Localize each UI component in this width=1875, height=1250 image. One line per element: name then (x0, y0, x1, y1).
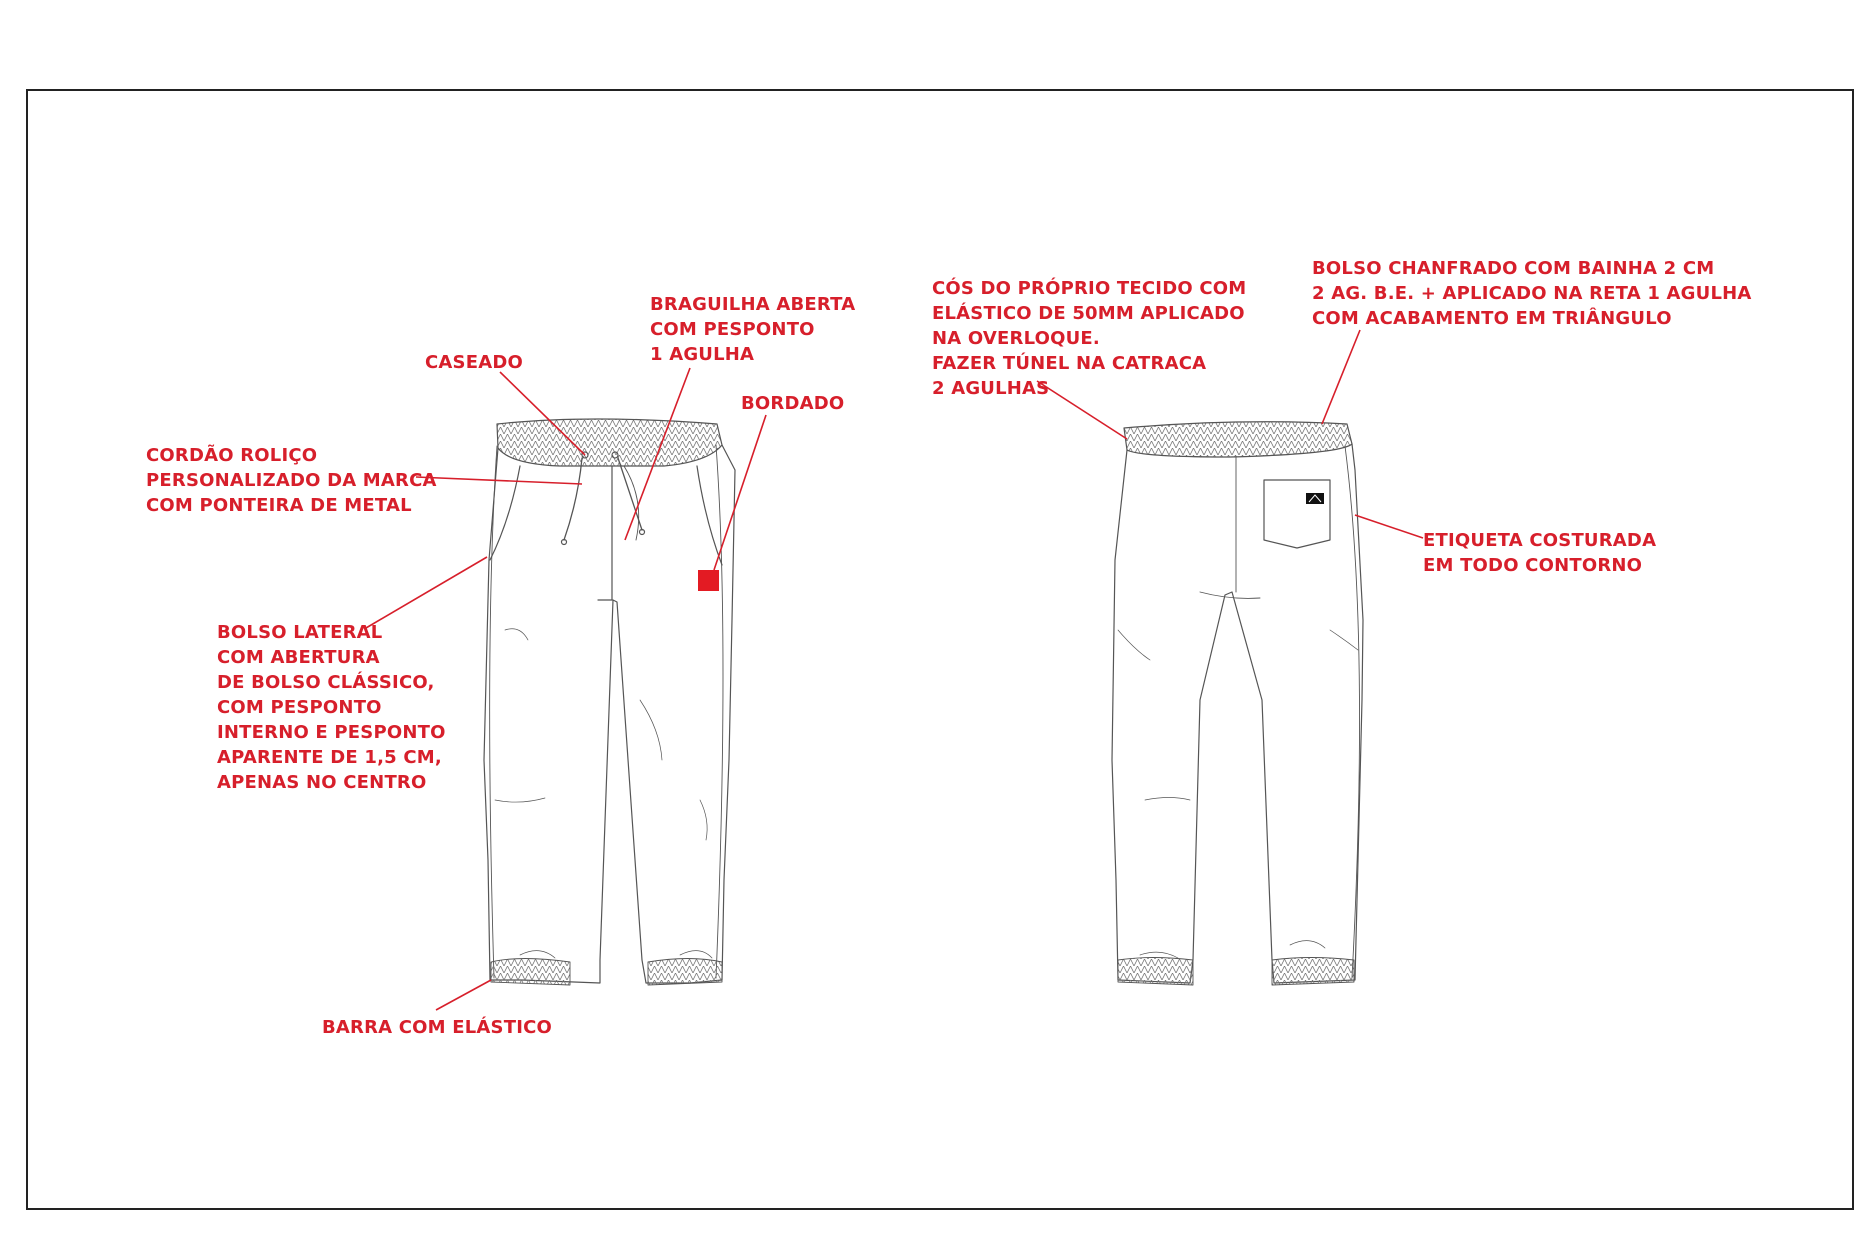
annotation-line: APENAS NO CENTRO (217, 772, 427, 793)
annotation-line: BARRA COM ELÁSTICO (322, 1017, 553, 1038)
annotation-line: PERSONALIZADO DA MARCA (146, 470, 437, 491)
leader-bolso-chanfrado (1322, 330, 1360, 424)
front-fly-stitch (598, 466, 612, 600)
leader-cordao (416, 477, 582, 484)
annotation-line: 2 AG. B.E. + APLICADO NA RETA 1 AGULHA (1312, 283, 1752, 304)
annotation-line: APARENTE DE 1,5 CM, (217, 747, 442, 768)
annotation-line: COM PONTEIRA DE METAL (146, 495, 412, 516)
leader-etiqueta (1355, 515, 1423, 538)
embroidery-patch (698, 570, 719, 591)
back-outline (1112, 444, 1363, 983)
annotation-line: INTERNO E PESPONTO (217, 722, 446, 743)
annotation-line: COM PESPONTO (650, 319, 815, 340)
annotation-line: ELÁSTICO DE 50MM APLICADO (932, 303, 1245, 324)
annotation-caseado (425, 350, 523, 375)
front-left-hem (491, 959, 570, 986)
annotation-line: DE BOLSO CLÁSSICO, (217, 672, 435, 693)
annotation-line: 2 AGULHAS (932, 378, 1050, 399)
back-left-hem (1118, 958, 1193, 986)
annotation-barra (322, 1015, 552, 1040)
front-outline (484, 445, 735, 983)
back-pocket (1264, 480, 1330, 548)
annotation-line: BOLSO CHANFRADO COM BAINHA 2 CM (1312, 258, 1715, 279)
annotation-cordao (146, 443, 437, 518)
annotation-line: BOLSO LATERAL (217, 622, 383, 643)
leader-barra (436, 980, 491, 1010)
back-waistband (1124, 422, 1352, 457)
annotation-line: NA OVERLOQUE. (932, 328, 1100, 349)
back-pants-sketch (1112, 422, 1363, 985)
annotation-line: COM PESPONTO (217, 697, 382, 718)
annotation-line: COM ABERTURA (217, 647, 380, 668)
annotation-bolso-chanfrado (1312, 256, 1752, 331)
annotation-braguilha (650, 292, 855, 367)
front-right-hem (648, 959, 722, 986)
annotation-line: 1 AGULHA (650, 344, 755, 365)
annotation-line: CORDÃO ROLIÇO (146, 445, 318, 466)
annotation-bolso-lateral (217, 620, 446, 795)
annotation-line: ETIQUETA COSTURADA (1423, 530, 1657, 551)
annotation-etiqueta (1423, 528, 1656, 578)
front-pants-sketch (484, 419, 735, 985)
annotation-line: BORDADO (741, 393, 845, 414)
annotation-line: CASEADO (425, 352, 523, 373)
annotation-line: EM TODO CONTORNO (1423, 555, 1643, 576)
annotation-cos (932, 276, 1246, 401)
leader-bolso-lateral (366, 557, 487, 628)
front-waistband (497, 419, 722, 466)
annotation-line: BRAGUILHA ABERTA (650, 294, 856, 315)
leader-bordado (714, 415, 766, 570)
annotation-line: CÓS DO PRÓPRIO TECIDO COM (932, 278, 1247, 299)
annotation-bordado (741, 391, 844, 416)
back-right-hem (1272, 958, 1354, 986)
annotation-line: COM ACABAMENTO EM TRIÂNGULO (1312, 308, 1672, 329)
annotation-line: FAZER TÚNEL NA CATRACA (932, 353, 1207, 374)
